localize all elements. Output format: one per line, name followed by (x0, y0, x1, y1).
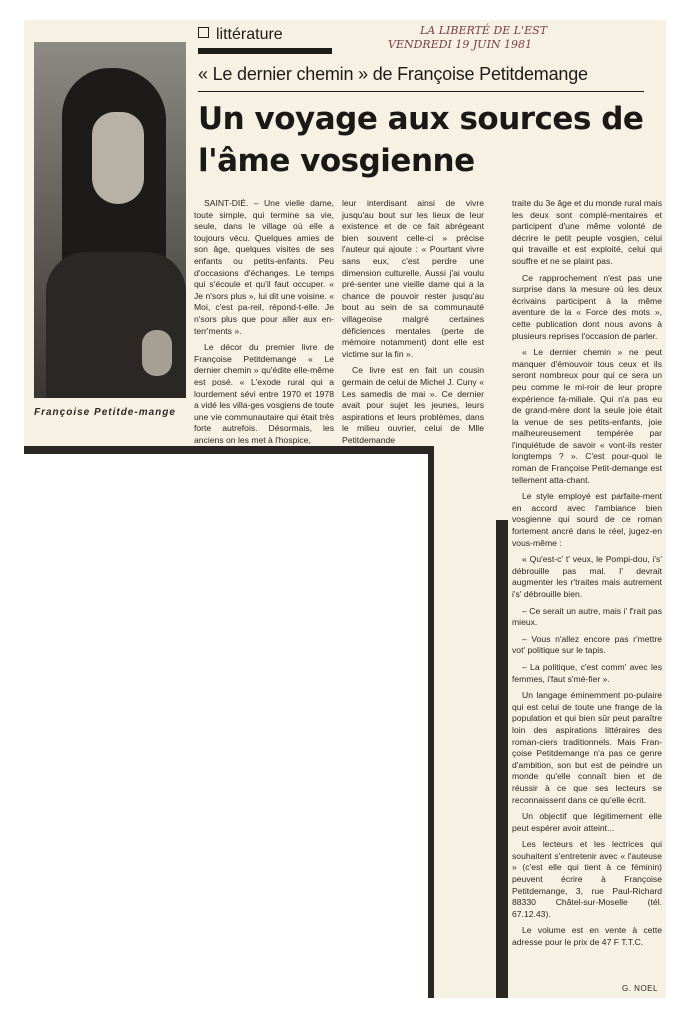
paragraph: leur interdisant ainsi de vivre jusqu'au bout sur les lieux de leur existence et de ce fait abrégeant bien souvent celle-ci » précise l'auteur qui ajoute : « Pourtant vivre sans eux, c'est perdre une dimension culturelle. Aussi j'ai voulu pré-senter une vieille dame qui a la chance de pouvoir rester jusqu'au bout au sein de sa communauté villageoise malgré certaines déficiences mentales (perte de mémoire notamment) dont elle est victime sur la fin ». (342, 198, 484, 359)
paragraph: Un objectif que légitimement elle peut espérer avoir atteint... (512, 811, 662, 833)
author-photo (34, 42, 186, 398)
photo-caption: Françoise Petitde-mange (34, 407, 176, 418)
paragraph: Ce livre est en fait un cousin germain de celui de Michel J. Cuny « Les samedis de mai ». Ce dernier avait pour sujet les jeunes, leurs aspirations et leurs problèmes, dans le milieu ouvrier, celui de Mlle Petitdemande (342, 365, 484, 445)
article-column-3 (512, 198, 662, 954)
paragraph: – La politique, c'est comm' avec les femmes, i'faut s'mé-fier ». (512, 661, 662, 684)
paragraph: – Ce serait un autre, mais i' f'rait pas mieux. (512, 605, 662, 628)
paragraph: – Vous n'allez encore pas r'mettre vot' politique sur le tapis. (512, 633, 662, 656)
rubric-label: littérature (216, 26, 283, 43)
photo-body (46, 252, 186, 398)
paragraph: Le volume est en vente à cette adresse pour le prix de 47 F T.T.C. (512, 925, 662, 948)
handwritten-note (388, 24, 602, 52)
article-column-2 (342, 198, 484, 451)
subtitle-rule (198, 91, 644, 92)
paragraph: traite du 3e âge et du monde rural mais les deux sont complé-mentaires et participent d'une même volonté de décrire le petit peuple vosgien, celui qui travaille et est exploité, celui qui souffre et ne se plaint pas. (512, 198, 663, 266)
author-signature: G. NOEL (622, 984, 658, 993)
paragraph: Le décor du premier livre de Françoise Petitdemange « Le dernier chemin » qu'édite elle-même est posé. « L'exode rural qui a lourdement sévi entre 1970 et 1978 a vidé les villa-ges vosgiens de toute une vie communautaire qui était très forte autrefois. Désormais, les anciens on les met à l'hospice, (194, 342, 334, 445)
paragraph: Les lecteurs et les lectrices qui souhaitent s'entretenir avec « l'auteuse » (c'est elle qui tient à ce féminin) peuvent écrire à Françoise Petitdemange, 3, rue Paul-Richard 88330 Châtel-sur-Moselle (tél. 67.12.43). (512, 839, 662, 919)
paragraph: « Qu'est-c' t' veux, le Pompi-dou, i's' débrouille pas mal. I' devrait augmenter les r'traites mais autrement i's' débrouille bien. (512, 554, 662, 599)
rubric-underline (198, 48, 332, 54)
paragraph: Le style employé est parfaite-ment en accord avec l'ambiance bien vosgienne qui sourd de ce roman fortement ancré dans le réel, jugez-en vous-même : (512, 491, 662, 548)
photo-face (92, 112, 144, 204)
section-rubric (198, 26, 283, 44)
article-subtitle: « Le dernier chemin » de Françoise Petitdemange (198, 64, 588, 84)
clipping-shadow-step (428, 446, 434, 998)
handwritten-source: LA LIBERTÉ DE L'EST (420, 24, 548, 37)
paragraph: Un langage éminemment po-pulaire qui est celui de toute une frange de la population et qui bien sûr peut paraître loin des aspirations littéraires des roman-ciers traditionnels. Mais Fran-çoise Petitdemange n'a pas ce genre d'ambition, son but est de peindre un monde qu'elle connaît bien et de réussir à ce que ses lecteurs se reconnaissent dans ce qu'elle écrit. (512, 690, 662, 805)
article-column-1 (194, 198, 334, 451)
handwritten-date: VENDREDI 19 JUIN 1981 (388, 38, 533, 51)
article-headline: Un voyage aux sources de l'âme vosgienne (198, 101, 644, 179)
clipping-shadow-column (496, 520, 508, 998)
paragraph: SAINT-DIÉ. – Une vielle dame, toute simple, qui termine sa vie, seule, dans le village où elle a toujours vécu. Quelques amies de son âge, quelques visites de ses enfants ou petits-enfants. Peu d'occasions d'échanges. Le temps qui s'écoule et qu'il faut occuper. « Je n'sors plus », lui dit une voisine. « Moi, c'est pa-reil, répond-t-elle. Je n'sors plus que pour aller aux en-terr'ments ». (194, 198, 334, 336)
paragraph: Ce rapprochement n'est pas une surprise dans la mesure où les deux écrivains participent à la même aventure de la « Force des mots », cette publication dont nous avons à plusieurs reprises l'occasion de parler. (512, 272, 662, 341)
paragraph: « Le dernier chemin » ne peut manquer d'émouvoir tous ceux et ils seront nombreux pour qui ce sera un peu comme le mi-roir de leur propre expérience fa-miliale. Qui n'a pas eu de grand-mère dont la seule joie était la venue de ses petits-enfants, joie malheureusement tempérée par l'inquiétude de savoir « vont-ils rester longtemps ? ». C'est pour-quoi le roman de Françoise Petit-demange est tellement atta-chant. (512, 347, 662, 485)
checkbox-square-icon (198, 27, 209, 38)
photo-hand (142, 330, 172, 376)
